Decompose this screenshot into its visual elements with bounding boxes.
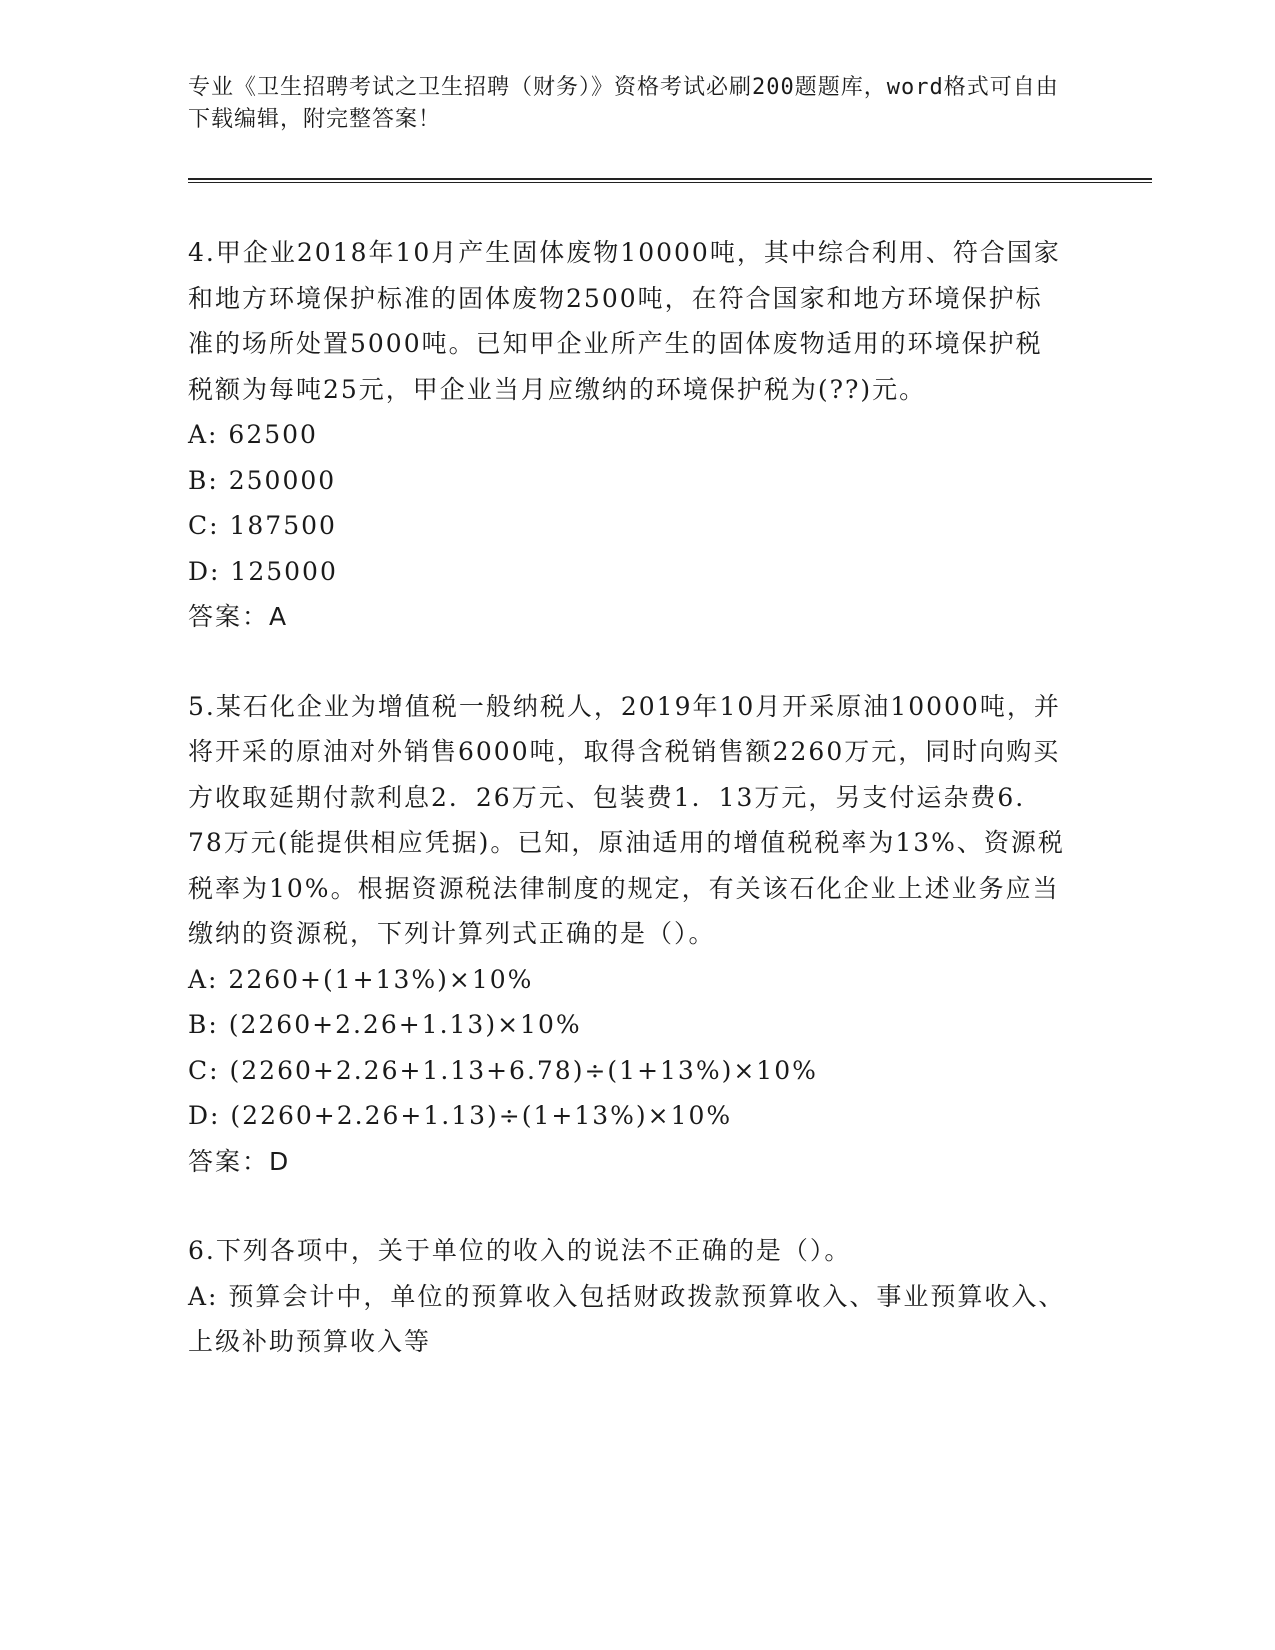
answer: 答案：A [188,602,289,631]
option-d: D: (2260+2.26+1.13)÷(1+13%)×10% [188,1101,733,1130]
option-d: D: 125000 [188,556,338,586]
document-header: 专业《卫生招聘考试之卫生招聘（财务）》资格考试必刷200题题库，word格式可自由下载编辑，附完整答案！ [188,75,1059,132]
option-c: C: 187500 [188,511,337,540]
option-c: C: (2260+2.26+1.13+6.78)÷(1+13%)×10% [188,1055,818,1085]
question-5 [188,684,1068,1185]
answer: 答案：D [188,1146,291,1176]
header-divider [188,178,1152,183]
question-6 [188,1228,1068,1365]
option-b: B: 250000 [188,465,337,495]
option-a: A: 62500 [188,420,318,449]
option-a: A: 预算会计中，单位的预算收入包括财政拨款预算收入、事业预算收入、上级补助预算收入等 [188,1281,1066,1356]
option-b: B: (2260+2.26+1.13)×10% [188,1010,582,1039]
question-4 [188,230,1068,640]
option-a: A: 2260+(1+13%)×10% [188,964,534,994]
question-text: 4.甲企业2018年10月产生固体废物10000吨，其中综合利用、符合国家和地方环境保护标准的固体废物2500吨，在符合国家和地方环境保护标准的场所处置5000吨。已知甲企业所产生的固体废物适用的环境保护税税额为每吨25元，甲企业当月应缴纳的环境保护税为(??)元。 [188,238,1061,404]
question-text: 6.下列各项中，关于单位的收入的说法不正确的是（）。 [188,1236,852,1265]
question-list [188,230,1068,1409]
question-text: 5.某石化企业为增值税一般纳税人，2019年10月开采原油10000吨，并将开采的原油对外销售6000吨，取得含税销售额2260万元，同时向购买方收取延期付款利息2．26万元、包装费1．13万元，另支付运杂费6．78万元(能提供相应凭据)。已知，原油适用的增值税税率为13%、资源税税率为10%。根据资源税法律制度的规定，有关该石化企业上述业务应当缴纳的资源税，下列计算列式正确的是（）。 [188,691,1065,948]
